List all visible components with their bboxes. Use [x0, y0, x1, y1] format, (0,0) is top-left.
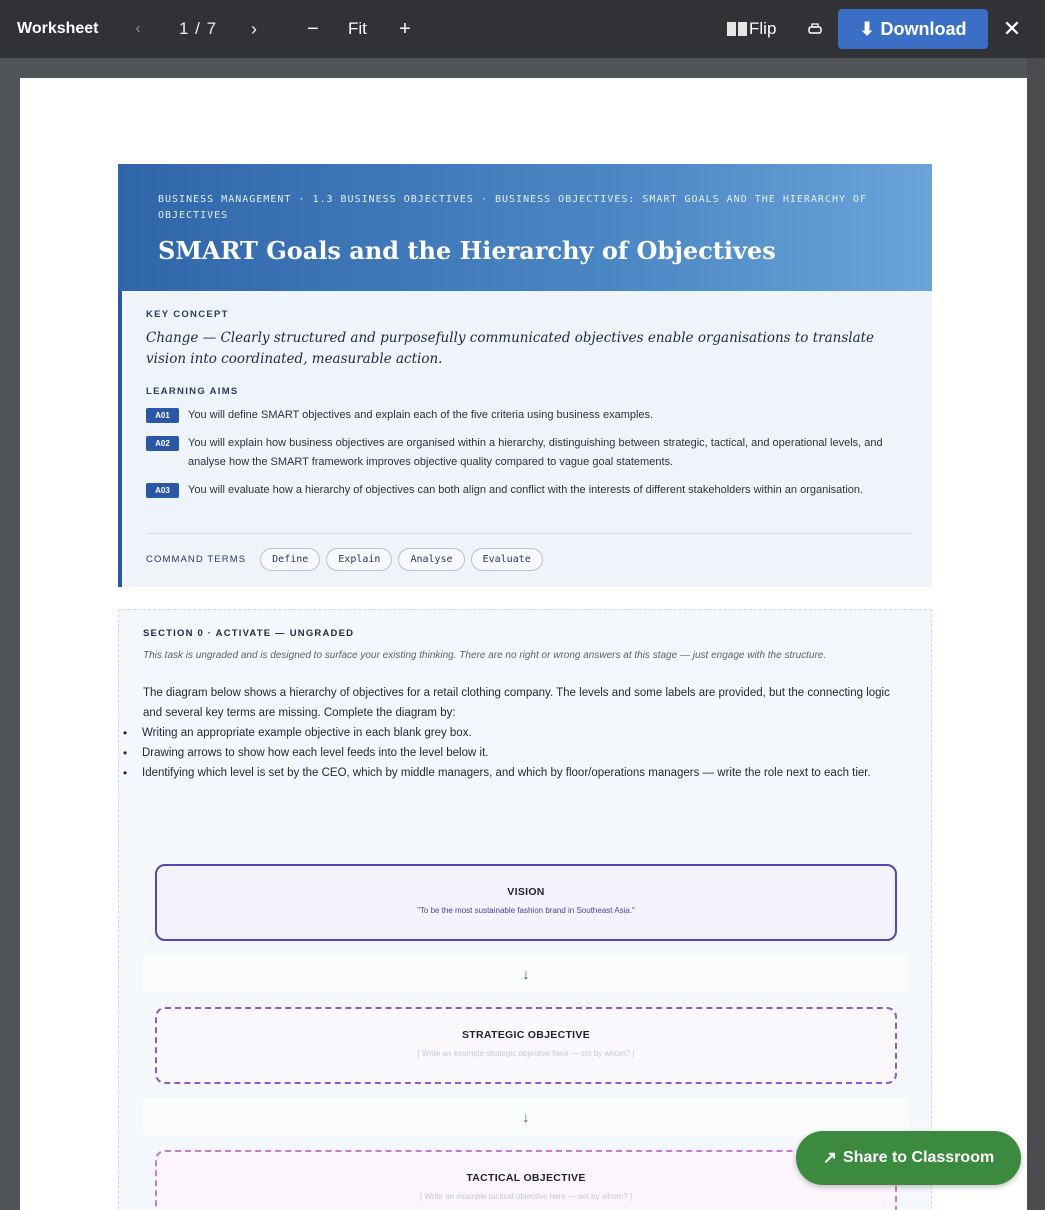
key-concept-label: KEY CONCEPT [146, 309, 229, 320]
share-arrow-icon: ↗ [822, 1148, 838, 1167]
print-icon [807, 21, 823, 37]
share-label: Share to Classroom [843, 1149, 995, 1166]
tactical-placeholder: [ Write an example tactical objective here — set by whom? ] [420, 1192, 632, 1201]
command-term-chip: Evaluate [471, 548, 543, 571]
zoom-out-button[interactable]: − [307, 17, 319, 40]
vision-text: "To be the most sustainable fashion brand in Southeast Asia." [417, 906, 635, 915]
page-title: SMART Goals and the Hierarchy of Objectives [158, 236, 776, 265]
viewer-toolbar [0, 0, 1045, 58]
section-instructions: The diagram below shows a hierarchy of objectives for a retail clothing company. The levels and some labels are provided, but the connecting logic and several key terms are missing. Complete the diagram by: [143, 687, 890, 719]
download-button[interactable] [838, 9, 988, 49]
breadcrumb: BUSINESS MANAGEMENT · 1.3 BUSINESS OBJECTIVES · BUSINESS OBJECTIVES: SMART GOALS AND THE HIERARCHY OF OBJECTIVES [158, 194, 868, 221]
worksheet-header [118, 164, 932, 291]
key-concept-panel [118, 291, 932, 587]
learning-aim [146, 481, 908, 500]
down-arrow-icon: ↓ [143, 1098, 909, 1135]
down-arrow-icon: ↓ [143, 955, 909, 992]
learning-aims-label: LEARNING AIMS [146, 386, 239, 397]
command-term-chip: Define [260, 548, 320, 571]
viewer-title: Worksheet [17, 20, 99, 37]
command-terms-row [146, 533, 912, 571]
section-activate [118, 609, 932, 1210]
strategic-objective-box[interactable] [155, 1007, 897, 1084]
fit-button[interactable]: Fit [348, 19, 367, 38]
list-item: • Identifying which level is set by the CEO, which by middle managers, and which by floor/operations managers — write the role next to each tier. [119, 763, 894, 783]
tactical-objective-box[interactable] [155, 1150, 897, 1210]
download-icon: ⬇ [859, 18, 875, 39]
list-item: • Writing an appropriate example objective in each blank grey box. [119, 723, 894, 743]
list-item: • Drawing arrows to show how each level feeds into the level below it. [119, 743, 894, 763]
instruction-list [119, 723, 907, 783]
worksheet-page [20, 78, 1027, 1210]
aim-badge: A02 [146, 436, 179, 451]
learning-aim [146, 406, 908, 425]
flip-button[interactable] [727, 0, 776, 58]
strategic-title: STRATEGIC OBJECTIVE [461, 1029, 591, 1041]
key-concept-text: Change — Clearly structured and purposefully communicated objectives enable organisations to translate vision into coordinated, measurable action. [146, 330, 875, 367]
tactical-title: TACTICAL OBJECTIVE [466, 1172, 586, 1184]
vision-title: VISION [507, 886, 545, 898]
section-label: SECTION 0 · ACTIVATE — UNGRADED [143, 628, 355, 639]
flip-label: Flip [749, 19, 777, 38]
learning-aim [146, 434, 908, 472]
aim-badge: A03 [146, 483, 179, 498]
share-to-classroom-button[interactable] [796, 1131, 1021, 1185]
zoom-in-button[interactable]: + [399, 17, 411, 40]
aim-badge: A01 [146, 408, 179, 423]
aim-text: You will define SMART objectives and explain each of the five criteria using business examples. [188, 409, 654, 421]
print-button[interactable] [806, 0, 824, 58]
vision-box [155, 864, 897, 941]
close-button[interactable]: ✕ [1002, 16, 1022, 41]
scrollbar-track[interactable] [1027, 58, 1045, 1210]
download-label: Download [880, 18, 967, 39]
aim-text: You will evaluate how a hierarchy of objectives can both align and conflict with the interests of different stakeholders within an organisation. [188, 484, 864, 496]
next-page-icon[interactable]: › [251, 18, 257, 39]
book-icon [727, 22, 747, 36]
command-term-chip: Explain [326, 548, 392, 571]
command-terms-label: COMMAND TERMS [146, 554, 247, 565]
section-note: This task is ungraded and is designed to surface your existing thinking. There are no right or wrong answers at this stage — just engage with the structure. [143, 650, 827, 661]
page-indicator: 1 / 7 [179, 19, 218, 38]
prev-page-icon[interactable]: ‹ [135, 20, 141, 37]
strategic-placeholder: [ Write an example strategic objective here — set by whom? ] [417, 1049, 635, 1058]
command-term-chip: Analyse [398, 548, 464, 571]
aim-text: You will explain how business objectives are organised within a hierarchy, distinguishing between strategic, tactical, and operational levels, and analyse how the SMART framework improves objective quality compared to vague goal statements. [188, 437, 883, 468]
